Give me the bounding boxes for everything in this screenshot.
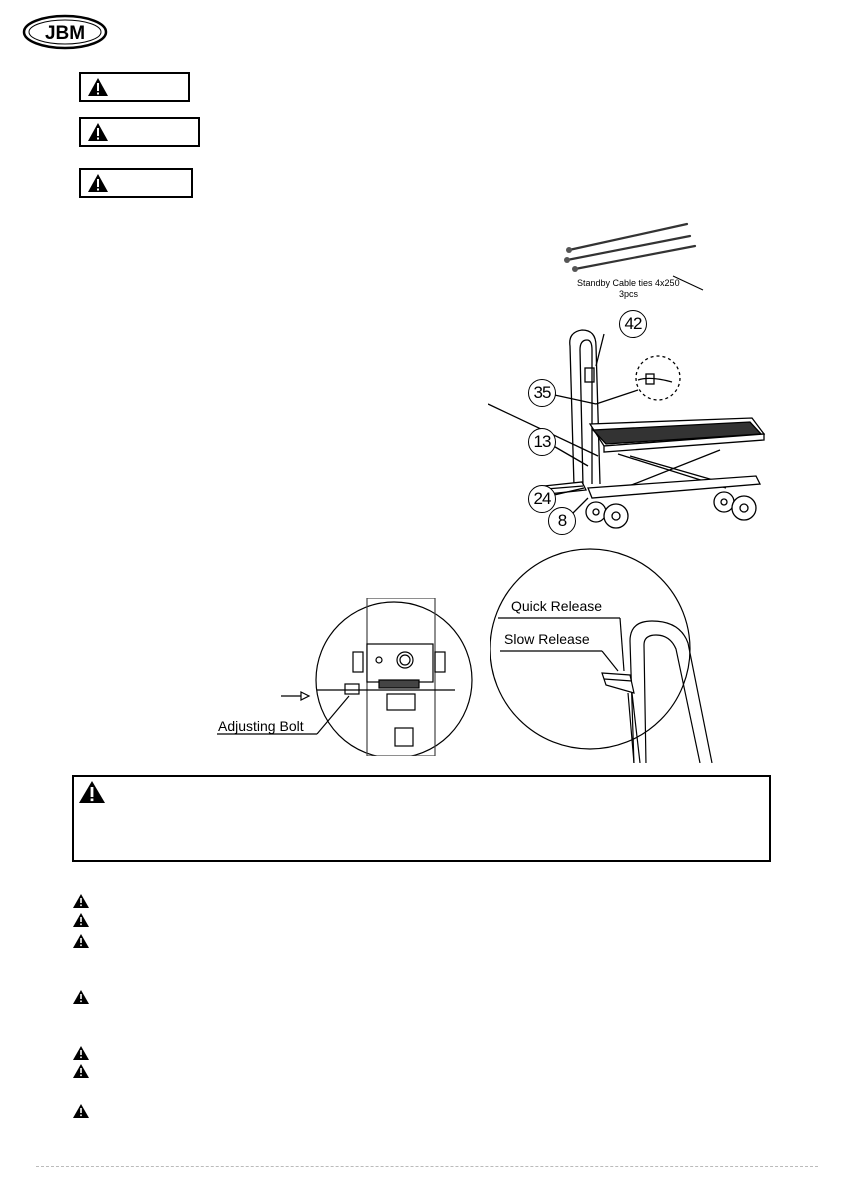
warning-icon — [87, 77, 109, 97]
page-bottom-rule — [36, 1166, 818, 1167]
warning-label-box — [79, 72, 190, 102]
cable-ties-quantity: 3pcs — [619, 289, 639, 299]
warning-icon — [87, 122, 109, 142]
logo-text: JBM — [44, 23, 86, 44]
warning-notice-box — [72, 775, 771, 862]
warning-bullet-icon — [72, 894, 90, 908]
release-lever-figure — [490, 545, 740, 763]
notice-label-box — [79, 168, 193, 198]
warning-icon — [78, 780, 106, 804]
warning-bullet-icon — [72, 990, 90, 1004]
slow-release-label: Slow Release — [504, 631, 590, 647]
warning-bullet-icon — [72, 1104, 90, 1118]
quick-release-label: Quick Release — [511, 598, 603, 614]
warning-bullet-icon — [72, 913, 90, 927]
callout-part-8: 8 — [548, 507, 576, 535]
callout-part-42: 42 — [619, 310, 647, 338]
warning-icon — [87, 173, 109, 193]
brand-logo — [22, 14, 108, 50]
cable-ties-figure — [555, 220, 715, 300]
caution-label-box — [79, 117, 200, 147]
cable-ties-caption: Standby Cable ties 4x250 — [577, 278, 680, 288]
callout-part-13: 13 — [528, 428, 556, 456]
cable-ties-drawing — [555, 220, 715, 300]
table-cart-figure — [488, 306, 768, 538]
callout-part-24: 24 — [528, 485, 556, 513]
adjusting-bolt-label: Adjusting Bolt — [218, 718, 304, 734]
warning-bullet-icon — [72, 934, 90, 948]
adjusting-bolt-figure — [217, 598, 479, 756]
release-lever-drawing — [490, 545, 740, 763]
warning-bullet-icon — [72, 1064, 90, 1078]
warning-bullet-icon — [72, 1046, 90, 1060]
callout-part-35: 35 — [528, 379, 556, 407]
